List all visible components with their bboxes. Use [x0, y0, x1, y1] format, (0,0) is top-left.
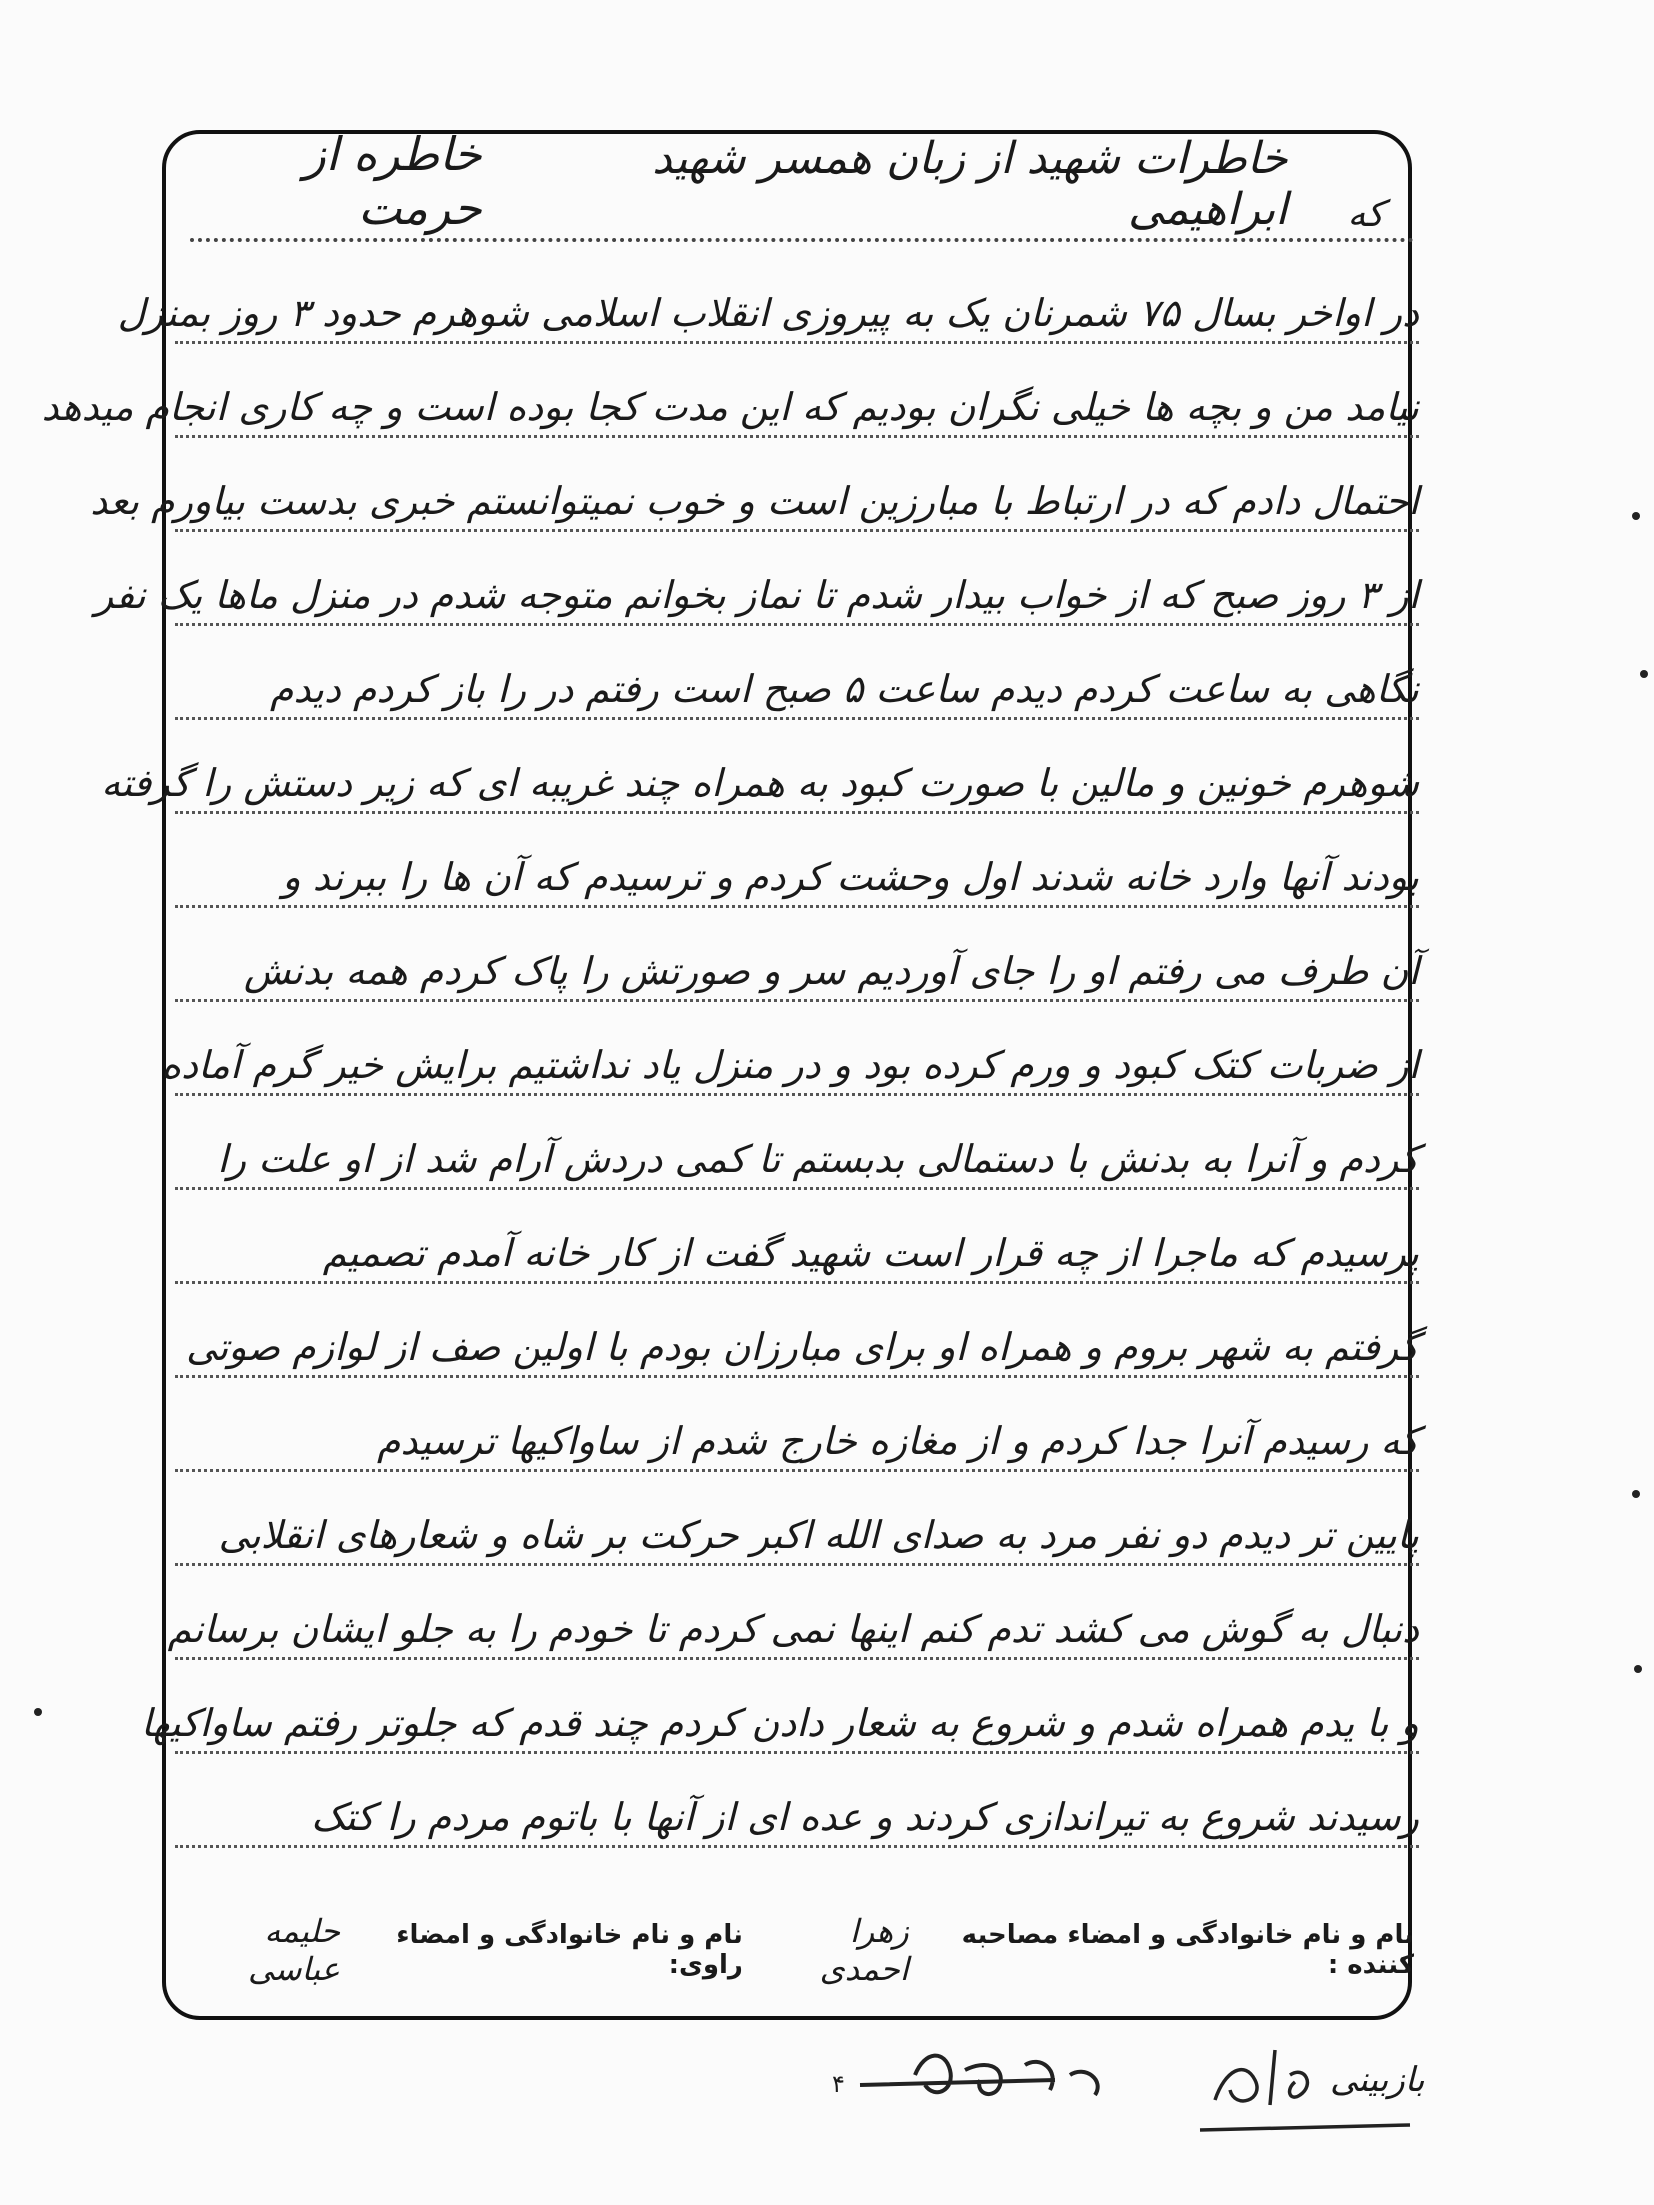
body-line-text: بودند آنها وارد خانه شدند اول وحشت کردم و ترسیدم که آن ها را ببرند و	[282, 855, 1419, 900]
signature-footer	[185, 1912, 1414, 1988]
body-line-text: احتمال دادم که در ارتباط با مبارزین است و خوب نمیتوانستم خبری بدست بیاورم بعد	[90, 479, 1419, 524]
body-line-text: از ضربات کتک کبود و ورم کرده بود و در منزل یاد نداشتیم برایش خیر گرم آماده	[161, 1043, 1419, 1088]
body-line-text: از ۳ روز صبح که از خواب بیدار شدم تا نماز بخوانم متوجه شدم در منزل ماها یک نفر	[94, 573, 1419, 618]
body-line	[161, 1002, 1419, 1096]
body-line	[140, 1660, 1419, 1754]
scan-speck	[1634, 1665, 1642, 1673]
body-line-text: شوهرم خونین و مالین با صورت کبود به همراه چند غریبه ای که زیر دستش را گرفته	[101, 761, 1419, 806]
narrator-label: نام و نام خانوادگی و امضاء راوی:	[396, 1920, 743, 1980]
body-line	[175, 1754, 1419, 1848]
body-line	[90, 438, 1419, 532]
heading-title: خاطره از حرمت	[303, 127, 482, 235]
heading-subtitle: خاطرات شهید از زبان همسر شهید ابراهیمی	[652, 133, 1288, 235]
body-line-text: رسیدند شروع به تیراندازی کردند و عده ای از آنها با باتوم مردم را کتک	[311, 1795, 1419, 1840]
body-line-text: پرسیدم که ماجرا از چه قرار است شهید گفت از کار خانه آمدم تصمیم	[322, 1231, 1419, 1276]
heading-row	[190, 127, 1384, 235]
body-line-text: دنبال به گوش می کشد تدم کنم اینها نمی کردم تا خودم را به جلو ایشان برسانم	[167, 1607, 1419, 1652]
body-line	[41, 344, 1419, 438]
body-line-text: کردم و آنرا به بدنش با دستمالی بدبستم تا کمی دردش آرام شد از او علت را	[217, 1137, 1419, 1182]
body-line	[175, 1378, 1419, 1472]
body-line	[175, 814, 1419, 908]
body-line-text: پایین تر دیدم دو نفر مرد به صدای الله اکبر حرکت بر شاه و شعارهای انقلابی	[218, 1513, 1419, 1558]
body-line	[175, 1096, 1419, 1190]
page-number: ۴	[832, 2070, 845, 2098]
body-line	[167, 1566, 1419, 1660]
body-line	[94, 532, 1419, 626]
body-line-text: آن طرف می رفتم او را جای آوردیم سر و صورتش را پاک کردم همه بدنش	[243, 949, 1419, 994]
body-line-text: نگاهی به ساعت کردم دیدم ساعت ۵ صبح است رفتم در را باز کردم دیدم	[269, 667, 1419, 712]
interviewer-name: زهرا احمدی	[819, 1912, 909, 1988]
body-line	[175, 626, 1419, 720]
scan-speck	[34, 1708, 42, 1716]
body-line-text: که رسیدم آنرا جدا کردم و از مغازه خارج شدم از ساواکیها ترسیدم	[377, 1419, 1419, 1464]
body-line	[175, 1472, 1419, 1566]
body-line	[117, 250, 1419, 344]
bottom-note: بازبینی	[1330, 2060, 1425, 2100]
body-line-text: و با یدم همراه شدم و شروع به شعار دادن کردم چند قدم که جلوتر رفتم ساواکیها	[140, 1701, 1419, 1746]
body-line	[175, 1190, 1419, 1284]
body-line	[101, 720, 1419, 814]
body-line	[175, 1284, 1419, 1378]
body-line-text: نیامد من و بچه ها خیلی نگران بودیم که این مدت کجا بوده است و چه کاری انجام میدهد	[41, 385, 1419, 430]
body-line-text: در اواخر بسال ۷۵ شمرنان یک به پیروزی انقلاب اسلامی شوهرم حدود ۳ روز بمنزل	[117, 291, 1419, 336]
scan-speck	[1632, 1490, 1640, 1498]
heading-dotted-rule	[190, 238, 1414, 242]
body-line	[175, 908, 1419, 1002]
signature-mark-left	[855, 2040, 1115, 2120]
heading-prefix: که	[1347, 194, 1384, 235]
scan-speck	[1640, 670, 1648, 678]
handwritten-body	[41, 250, 1419, 1848]
scan-speck	[1632, 512, 1640, 520]
interviewer-label: نام و نام خانوادگی و امضاء مصاحبه کننده :	[961, 1920, 1414, 1980]
narrator-name: حلیمه عباسی	[248, 1912, 341, 1988]
body-line-text: گرفتم به شهر بروم و همراه او برای مبارزان بودم با اولین صف از لوازم صوتی	[186, 1325, 1419, 1370]
